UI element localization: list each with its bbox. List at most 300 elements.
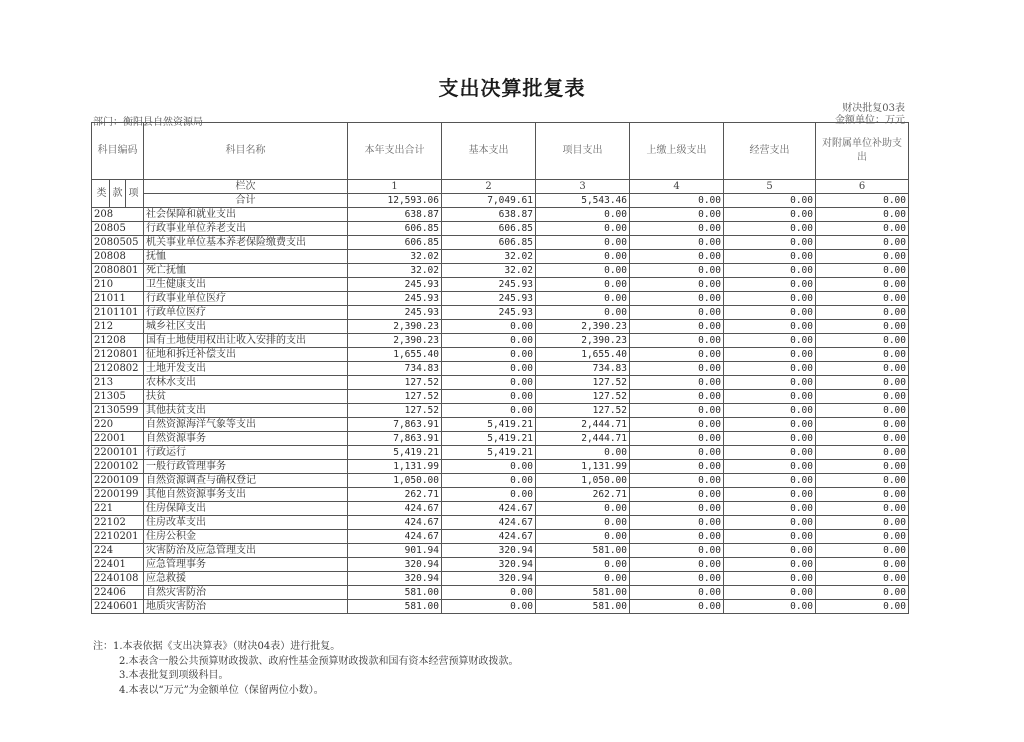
row-c3: 0.00: [536, 502, 630, 516]
table-row: [92, 208, 909, 222]
row-c5: 0.00: [724, 502, 816, 516]
row-c5: 0.00: [724, 278, 816, 292]
row-c6: 0.00: [816, 572, 909, 586]
total-c5: 0.00: [724, 194, 816, 208]
row-c4: 0.00: [630, 488, 724, 502]
row-c3: 1,655.40: [536, 348, 630, 362]
row-c5: 0.00: [724, 348, 816, 362]
row-code: 21305: [92, 390, 144, 404]
row-code: 210: [92, 278, 144, 292]
table-row: [92, 306, 909, 320]
row-c4: 0.00: [630, 348, 724, 362]
row-code: 208: [92, 208, 144, 222]
row-c3: 1,131.99: [536, 460, 630, 474]
row-c3: 2,444.71: [536, 432, 630, 446]
row-c6: 0.00: [816, 390, 909, 404]
row-code: 2120801: [92, 348, 144, 362]
row-name: 农林水支出: [144, 376, 348, 390]
row-c2: 32.02: [442, 264, 536, 278]
row-code: 2080801: [92, 264, 144, 278]
table-row: [92, 600, 909, 614]
row-c2: 424.67: [442, 530, 536, 544]
row-c6: 0.00: [816, 236, 909, 250]
row-c6: 0.00: [816, 432, 909, 446]
row-c4: 0.00: [630, 222, 724, 236]
row-code: 2080505: [92, 236, 144, 250]
row-name: 应急救援: [144, 572, 348, 586]
row-c5: 0.00: [724, 376, 816, 390]
row-c6: 0.00: [816, 460, 909, 474]
header-name: 科目名称: [144, 123, 348, 180]
row-c3: 581.00: [536, 600, 630, 614]
row-name: 社会保障和就业支出: [144, 208, 348, 222]
row-c2: 320.94: [442, 558, 536, 572]
row-c5: 0.00: [724, 418, 816, 432]
row-c3: 1,050.00: [536, 474, 630, 488]
table-row: [92, 488, 909, 502]
header-total-expenditure: 本年支出合计: [348, 123, 442, 180]
row-c5: 0.00: [724, 488, 816, 502]
row-c1: 638.87: [348, 208, 442, 222]
row-c4: 0.00: [630, 208, 724, 222]
column-number-row: [92, 180, 909, 194]
row-c2: 424.67: [442, 502, 536, 516]
row-c1: 424.67: [348, 502, 442, 516]
total-label: 合计: [144, 194, 348, 208]
row-code: 2200102: [92, 460, 144, 474]
sub-xiang: 项: [128, 188, 139, 199]
department-label: 部门：衡阳县自然资源局: [93, 117, 203, 128]
row-name: 城乡社区支出: [144, 320, 348, 334]
row-c4: 0.00: [630, 292, 724, 306]
table-row: [92, 320, 909, 334]
row-c5: 0.00: [724, 208, 816, 222]
row-code: 2200101: [92, 446, 144, 460]
row-code: 2130599: [92, 404, 144, 418]
table-row: [92, 250, 909, 264]
expenditure-table: [91, 122, 909, 614]
row-name: 扶贫: [144, 390, 348, 404]
header-operating-expenditure: 经营支出: [724, 123, 816, 180]
row-c1: 127.52: [348, 376, 442, 390]
row-c5: 0.00: [724, 586, 816, 600]
row-c2: 5,419.21: [442, 446, 536, 460]
table-row: [92, 586, 909, 600]
row-c5: 0.00: [724, 432, 816, 446]
row-name: 机关事业单位基本养老保险缴费支出: [144, 236, 348, 250]
row-c3: 0.00: [536, 264, 630, 278]
row-c4: 0.00: [630, 278, 724, 292]
row-c4: 0.00: [630, 502, 724, 516]
row-name: 应急管理事务: [144, 558, 348, 572]
row-c4: 0.00: [630, 404, 724, 418]
note-2: 2.本表含一般公共预算财政拨款、政府性基金预算财政拨款和国有资本经营预算财政拨款。: [119, 655, 519, 667]
row-code: 212: [92, 320, 144, 334]
row-c3: 262.71: [536, 488, 630, 502]
row-c1: 245.93: [348, 292, 442, 306]
row-c4: 0.00: [630, 376, 724, 390]
table-row: [92, 292, 909, 306]
row-c3: 0.00: [536, 222, 630, 236]
row-code: 2210201: [92, 530, 144, 544]
header-basic-expenditure: 基本支出: [442, 123, 536, 180]
row-c1: 320.94: [348, 572, 442, 586]
row-c2: 320.94: [442, 572, 536, 586]
row-code: 2240108: [92, 572, 144, 586]
row-c1: 2,390.23: [348, 334, 442, 348]
row-c1: 262.71: [348, 488, 442, 502]
row-c2: 245.93: [442, 292, 536, 306]
row-c5: 0.00: [724, 236, 816, 250]
row-c4: 0.00: [630, 572, 724, 586]
row-c1: 127.52: [348, 390, 442, 404]
row-c5: 0.00: [724, 474, 816, 488]
row-c3: 2,390.23: [536, 320, 630, 334]
sub-kuan: 款: [110, 180, 126, 207]
total-c4: 0.00: [630, 194, 724, 208]
total-c1: 12,593.06: [348, 194, 442, 208]
table-row: [92, 236, 909, 250]
table-row: [92, 278, 909, 292]
row-c1: 1,655.40: [348, 348, 442, 362]
row-c4: 0.00: [630, 250, 724, 264]
table-row: [92, 222, 909, 236]
row-c2: 245.93: [442, 306, 536, 320]
row-c6: 0.00: [816, 474, 909, 488]
row-name: 住房改革支出: [144, 516, 348, 530]
column-number-3: 3: [536, 180, 630, 194]
row-c1: 320.94: [348, 558, 442, 572]
header-remit-superior: 上缴上级支出: [630, 123, 724, 180]
row-c5: 0.00: [724, 222, 816, 236]
table-row: [92, 362, 909, 376]
row-c2: 0.00: [442, 586, 536, 600]
row-name: 其他扶贫支出: [144, 404, 348, 418]
row-c5: 0.00: [724, 250, 816, 264]
row-c6: 0.00: [816, 586, 909, 600]
row-name: 住房公积金: [144, 530, 348, 544]
row-c1: 32.02: [348, 264, 442, 278]
row-c2: 0.00: [442, 376, 536, 390]
row-code: 22401: [92, 558, 144, 572]
row-code: 221: [92, 502, 144, 516]
row-c6: 0.00: [816, 600, 909, 614]
row-name: 灾害防治及应急管理支出: [144, 544, 348, 558]
row-c1: 5,419.21: [348, 446, 442, 460]
row-c2: 0.00: [442, 348, 536, 362]
row-c3: 2,390.23: [536, 334, 630, 348]
row-c1: 424.67: [348, 530, 442, 544]
row-c1: 127.52: [348, 404, 442, 418]
row-name: 自然资源调查与确权登记: [144, 474, 348, 488]
row-c6: 0.00: [816, 306, 909, 320]
table-row: [92, 334, 909, 348]
column-number-1: 1: [348, 180, 442, 194]
row-c4: 0.00: [630, 516, 724, 530]
row-name: 死亡抚恤: [144, 264, 348, 278]
row-c1: 245.93: [348, 306, 442, 320]
total-row: [92, 194, 909, 208]
row-c4: 0.00: [630, 418, 724, 432]
row-c5: 0.00: [724, 572, 816, 586]
row-name: 地质灾害防治: [144, 600, 348, 614]
row-c5: 0.00: [724, 390, 816, 404]
row-c6: 0.00: [816, 376, 909, 390]
row-c4: 0.00: [630, 432, 724, 446]
row-c3: 0.00: [536, 572, 630, 586]
row-code: 22406: [92, 586, 144, 600]
row-c2: 606.85: [442, 222, 536, 236]
row-c3: 127.52: [536, 376, 630, 390]
row-c4: 0.00: [630, 264, 724, 278]
note-3: 3.本表批复到项级科目。: [119, 670, 229, 681]
row-c2: 638.87: [442, 208, 536, 222]
row-code: 220: [92, 418, 144, 432]
row-c3: 0.00: [536, 292, 630, 306]
row-c2: 606.85: [442, 236, 536, 250]
row-name: 卫生健康支出: [144, 278, 348, 292]
row-name: 征地和拆迁补偿支出: [144, 348, 348, 362]
row-c1: 424.67: [348, 516, 442, 530]
row-c4: 0.00: [630, 460, 724, 474]
row-c1: 7,863.91: [348, 418, 442, 432]
row-name: 其他自然资源事务支出: [144, 488, 348, 502]
row-name: 国有土地使用权出让收入安排的支出: [144, 334, 348, 348]
row-c2: 0.00: [442, 320, 536, 334]
row-c1: 581.00: [348, 600, 442, 614]
row-c1: 606.85: [348, 236, 442, 250]
table-row: [92, 418, 909, 432]
row-c6: 0.00: [816, 488, 909, 502]
row-name: 一般行政管理事务: [144, 460, 348, 474]
table-row: [92, 376, 909, 390]
row-c6: 0.00: [816, 418, 909, 432]
row-c5: 0.00: [724, 460, 816, 474]
row-c1: 7,863.91: [348, 432, 442, 446]
table-row: [92, 572, 909, 586]
row-c6: 0.00: [816, 222, 909, 236]
row-c3: 0.00: [536, 278, 630, 292]
row-c6: 0.00: [816, 334, 909, 348]
row-c5: 0.00: [724, 544, 816, 558]
header-code: 科目编码: [92, 123, 144, 180]
row-c6: 0.00: [816, 558, 909, 572]
table-row: [92, 474, 909, 488]
row-c3: 581.00: [536, 586, 630, 600]
row-code: 2240601: [92, 600, 144, 614]
row-code: 2200199: [92, 488, 144, 502]
row-c4: 0.00: [630, 236, 724, 250]
category-kind-cell: [92, 180, 144, 208]
row-code: 2101101: [92, 306, 144, 320]
row-c5: 0.00: [724, 530, 816, 544]
row-c3: 0.00: [536, 530, 630, 544]
page-title: 支出决算批复表: [438, 76, 586, 100]
row-c4: 0.00: [630, 586, 724, 600]
row-c6: 0.00: [816, 362, 909, 376]
row-c3: 127.52: [536, 390, 630, 404]
row-name: 土地开发支出: [144, 362, 348, 376]
row-c2: 0.00: [442, 474, 536, 488]
row-c4: 0.00: [630, 600, 724, 614]
row-c3: 2,444.71: [536, 418, 630, 432]
row-c5: 0.00: [724, 404, 816, 418]
table-row: [92, 264, 909, 278]
column-number-6: 6: [816, 180, 909, 194]
row-name: 自然灾害防治: [144, 586, 348, 600]
row-c1: 1,050.00: [348, 474, 442, 488]
row-c6: 0.00: [816, 348, 909, 362]
row-c5: 0.00: [724, 516, 816, 530]
total-c6: 0.00: [816, 194, 909, 208]
row-code: 20808: [92, 250, 144, 264]
row-c4: 0.00: [630, 320, 724, 334]
row-c6: 0.00: [816, 250, 909, 264]
row-code: 22102: [92, 516, 144, 530]
row-c3: 0.00: [536, 306, 630, 320]
row-code: 21011: [92, 292, 144, 306]
row-c2: 0.00: [442, 390, 536, 404]
row-code: 20805: [92, 222, 144, 236]
row-c1: 2,390.23: [348, 320, 442, 334]
table-row: [92, 516, 909, 530]
row-name: 自然资源事务: [144, 432, 348, 446]
table-row: [92, 460, 909, 474]
row-c3: 0.00: [536, 558, 630, 572]
row-c6: 0.00: [816, 404, 909, 418]
row-c1: 245.93: [348, 278, 442, 292]
table-row: [92, 544, 909, 558]
row-c2: 0.00: [442, 334, 536, 348]
row-c2: 0.00: [442, 600, 536, 614]
row-name: 抚恤: [144, 250, 348, 264]
row-c6: 0.00: [816, 264, 909, 278]
row-c4: 0.00: [630, 334, 724, 348]
row-code: 22001: [92, 432, 144, 446]
row-c3: 0.00: [536, 516, 630, 530]
row-c5: 0.00: [724, 264, 816, 278]
row-c5: 0.00: [724, 446, 816, 460]
amount-unit: 金额单位：万元: [835, 115, 905, 126]
row-c2: 424.67: [442, 516, 536, 530]
row-c5: 0.00: [724, 334, 816, 348]
row-c2: 0.00: [442, 362, 536, 376]
table-row: [92, 390, 909, 404]
row-c2: 320.94: [442, 544, 536, 558]
row-c5: 0.00: [724, 292, 816, 306]
row-name: 行政单位医疗: [144, 306, 348, 320]
table-row: [92, 558, 909, 572]
column-label: 栏次: [144, 180, 348, 194]
table-row: [92, 432, 909, 446]
row-c6: 0.00: [816, 544, 909, 558]
note-4: 4.本表以“万元”为金额单位（保留两位小数）。: [119, 684, 324, 696]
row-c3: 581.00: [536, 544, 630, 558]
total-c2: 7,049.61: [442, 194, 536, 208]
row-c2: 0.00: [442, 488, 536, 502]
row-c2: 32.02: [442, 250, 536, 264]
row-c6: 0.00: [816, 292, 909, 306]
row-c2: 0.00: [442, 460, 536, 474]
table-row: [92, 348, 909, 362]
row-c5: 0.00: [724, 600, 816, 614]
row-c5: 0.00: [724, 320, 816, 334]
row-c6: 0.00: [816, 502, 909, 516]
row-c3: 0.00: [536, 446, 630, 460]
header-row: [92, 123, 909, 180]
row-c2: 245.93: [442, 278, 536, 292]
total-c3: 5,543.46: [536, 194, 630, 208]
row-name: 行政事业单位医疗: [144, 292, 348, 306]
row-name: 行政事业单位养老支出: [144, 222, 348, 236]
header-subsidiary-subsidy: 对附属单位补助支出: [816, 123, 909, 180]
row-c4: 0.00: [630, 362, 724, 376]
row-c4: 0.00: [630, 390, 724, 404]
row-c1: 606.85: [348, 222, 442, 236]
row-c3: 0.00: [536, 236, 630, 250]
row-name: 自然资源海洋气象等支出: [144, 418, 348, 432]
row-c3: 734.83: [536, 362, 630, 376]
row-c1: 32.02: [348, 250, 442, 264]
row-c6: 0.00: [816, 208, 909, 222]
note-1: 注：1.本表依据《支出决算表》（财决04表）进行批复。: [93, 641, 341, 652]
row-c4: 0.00: [630, 474, 724, 488]
column-number-2: 2: [442, 180, 536, 194]
row-code: 2120802: [92, 362, 144, 376]
table-row: [92, 502, 909, 516]
row-c5: 0.00: [724, 362, 816, 376]
row-c6: 0.00: [816, 516, 909, 530]
row-c5: 0.00: [724, 306, 816, 320]
row-c2: 0.00: [442, 404, 536, 418]
row-c6: 0.00: [816, 446, 909, 460]
row-c3: 0.00: [536, 250, 630, 264]
row-c1: 581.00: [348, 586, 442, 600]
row-name: 住房保障支出: [144, 502, 348, 516]
table-row: [92, 530, 909, 544]
header-project-expenditure: 项目支出: [536, 123, 630, 180]
row-c1: 901.94: [348, 544, 442, 558]
row-c6: 0.00: [816, 320, 909, 334]
row-c4: 0.00: [630, 306, 724, 320]
row-c4: 0.00: [630, 446, 724, 460]
row-code: 2200109: [92, 474, 144, 488]
sub-lei: 类: [94, 180, 110, 207]
row-c2: 5,419.21: [442, 418, 536, 432]
row-code: 21208: [92, 334, 144, 348]
row-c2: 5,419.21: [442, 432, 536, 446]
table-row: [92, 446, 909, 460]
notes: [93, 640, 519, 698]
column-number-4: 4: [630, 180, 724, 194]
column-number-5: 5: [724, 180, 816, 194]
row-c6: 0.00: [816, 530, 909, 544]
row-c4: 0.00: [630, 530, 724, 544]
row-c4: 0.00: [630, 558, 724, 572]
row-c4: 0.00: [630, 544, 724, 558]
row-c3: 127.52: [536, 404, 630, 418]
row-c3: 0.00: [536, 208, 630, 222]
row-name: 行政运行: [144, 446, 348, 460]
row-c6: 0.00: [816, 278, 909, 292]
row-c1: 734.83: [348, 362, 442, 376]
row-code: 213: [92, 376, 144, 390]
row-c1: 1,131.99: [348, 460, 442, 474]
row-c5: 0.00: [724, 558, 816, 572]
form-code: 财决批复03表: [842, 103, 905, 114]
table-row: [92, 404, 909, 418]
row-code: 224: [92, 544, 144, 558]
